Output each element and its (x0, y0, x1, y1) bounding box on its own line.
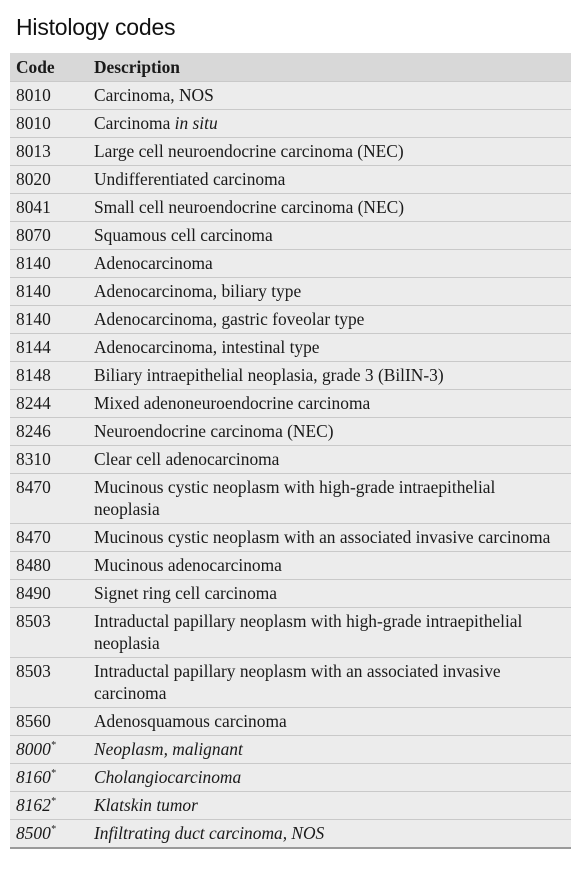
description-text: Adenosquamous carcinoma (94, 711, 287, 731)
code-value: 8010 (16, 113, 51, 133)
code-value: 8140 (16, 281, 51, 301)
code-cell (10, 390, 88, 418)
code-cell (10, 278, 88, 306)
table-row (10, 708, 571, 736)
code-value: 8470 (16, 527, 51, 547)
description-text: Infiltrating duct carcinoma, NOS (94, 823, 325, 843)
table-row (10, 524, 571, 552)
table-row (10, 418, 571, 446)
description-text: Intraductal papillary neoplasm with high-grade intraepithelial neoplasia (94, 611, 523, 653)
description-text: Large cell neuroendocrine carcinoma (NEC) (94, 141, 404, 161)
description-text: Signet ring cell carcinoma (94, 583, 278, 603)
code-cell (10, 138, 88, 166)
code-value: 8070 (16, 225, 51, 245)
code-value: 8490 (16, 583, 51, 603)
code-value: 8041 (16, 197, 51, 217)
description-cell (88, 222, 571, 250)
code-cell (10, 418, 88, 446)
code-cell (10, 764, 88, 792)
table-row (10, 82, 571, 110)
code-value: 8013 (16, 141, 51, 161)
code-value: 8560 (16, 711, 51, 731)
table-row (10, 110, 571, 138)
table-row (10, 334, 571, 362)
code-cell (10, 708, 88, 736)
table-row (10, 362, 571, 390)
code-cell (10, 580, 88, 608)
code-value: 8503 (16, 661, 51, 681)
table-row (10, 820, 571, 849)
description-cell (88, 608, 571, 658)
code-value: 8310 (16, 449, 51, 469)
description-text: Undifferentiated carcinoma (94, 169, 286, 189)
code-value: 8470 (16, 477, 51, 497)
description-cell (88, 306, 571, 334)
code-value: 8503 (16, 611, 51, 631)
code-cell (10, 110, 88, 138)
table-row (10, 138, 571, 166)
description-cell (88, 418, 571, 446)
footnote-marker: * (50, 740, 56, 752)
description-cell (88, 194, 571, 222)
page-title: Histology codes (16, 14, 176, 40)
description-cell (88, 250, 571, 278)
description-cell (88, 446, 571, 474)
code-value: 8160 (16, 767, 51, 787)
footnote-marker: * (50, 796, 56, 808)
description-cell (88, 390, 571, 418)
code-cell (10, 608, 88, 658)
description-italic-text: in situ (174, 113, 218, 133)
code-cell (10, 166, 88, 194)
description-cell (88, 524, 571, 552)
description-text: Mixed adenoneuroendocrine carcinoma (94, 393, 371, 413)
description-cell (88, 138, 571, 166)
footnote-marker: * (50, 824, 56, 836)
code-cell (10, 222, 88, 250)
table-row (10, 446, 571, 474)
description-text: Mucinous adenocarcinoma (94, 555, 282, 575)
footnote-marker: * (50, 768, 56, 780)
description-cell (88, 736, 571, 764)
code-value: 8020 (16, 169, 51, 189)
description-cell (88, 334, 571, 362)
code-value: 8162 (16, 795, 51, 815)
table-row (10, 608, 571, 658)
description-text: Adenocarcinoma, biliary type (94, 281, 302, 301)
code-value: 8148 (16, 365, 51, 385)
description-text: Clear cell adenocarcinoma (94, 449, 280, 469)
table-row (10, 658, 571, 708)
code-cell (10, 334, 88, 362)
description-text: Carcinoma (94, 113, 175, 133)
code-cell (10, 474, 88, 524)
description-cell (88, 552, 571, 580)
description-text: Adenocarcinoma, intestinal type (94, 337, 320, 357)
code-cell (10, 446, 88, 474)
description-text: Small cell neuroendocrine carcinoma (NEC) (94, 197, 405, 217)
description-cell (88, 82, 571, 110)
code-value: 8246 (16, 421, 51, 441)
table-row (10, 792, 571, 820)
description-cell (88, 658, 571, 708)
description-text: Adenocarcinoma (94, 253, 213, 273)
code-value: 8144 (16, 337, 51, 357)
table-row (10, 166, 571, 194)
table-row (10, 764, 571, 792)
code-cell (10, 820, 88, 849)
table-row (10, 552, 571, 580)
code-value: 8140 (16, 309, 51, 329)
description-cell (88, 580, 571, 608)
description-cell (88, 110, 571, 138)
code-value: 8010 (16, 85, 51, 105)
description-text: Squamous cell carcinoma (94, 225, 273, 245)
description-text: Mucinous cystic neoplasm with high-grade intraepithelial neoplasia (94, 477, 496, 519)
code-cell (10, 792, 88, 820)
code-cell (10, 306, 88, 334)
description-cell (88, 764, 571, 792)
table-row (10, 390, 571, 418)
code-cell (10, 82, 88, 110)
code-cell (10, 250, 88, 278)
code-cell (10, 194, 88, 222)
description-text: Cholangiocarcinoma (94, 767, 242, 787)
code-value: 8500 (16, 823, 51, 843)
description-cell (88, 474, 571, 524)
description-text: Intraductal papillary neoplasm with an associated invasive carcinoma (94, 661, 501, 703)
code-cell (10, 552, 88, 580)
histology-codes-table (10, 53, 571, 849)
code-cell (10, 736, 88, 764)
description-text: Neoplasm, malignant (94, 739, 243, 759)
table-row (10, 580, 571, 608)
code-cell (10, 362, 88, 390)
table-row (10, 194, 571, 222)
description-text: Neuroendocrine carcinoma (NEC) (94, 421, 334, 441)
code-value: 8480 (16, 555, 51, 575)
description-text: Adenocarcinoma, gastric foveolar type (94, 309, 365, 329)
description-cell (88, 166, 571, 194)
column-header-code: Code (10, 53, 88, 82)
description-cell (88, 708, 571, 736)
description-text: Biliary intraepithelial neoplasia, grade 3 (BilIN-3) (94, 365, 444, 385)
table-body (10, 82, 571, 849)
table-row (10, 222, 571, 250)
description-cell (88, 278, 571, 306)
description-text: Carcinoma, NOS (94, 85, 214, 105)
table-row (10, 306, 571, 334)
description-cell (88, 792, 571, 820)
description-text: Klatskin tumor (94, 795, 198, 815)
description-cell (88, 362, 571, 390)
code-cell (10, 658, 88, 708)
code-value: 8244 (16, 393, 51, 413)
table-row (10, 250, 571, 278)
description-cell (88, 820, 571, 849)
description-text: Mucinous cystic neoplasm with an associated invasive carcinoma (94, 527, 551, 547)
table-row (10, 278, 571, 306)
code-value: 8140 (16, 253, 51, 273)
table-header-row (10, 53, 571, 82)
column-header-description: Description (88, 53, 571, 82)
table-row (10, 736, 571, 764)
code-cell (10, 524, 88, 552)
table-row (10, 474, 571, 524)
code-value: 8000 (16, 739, 51, 759)
